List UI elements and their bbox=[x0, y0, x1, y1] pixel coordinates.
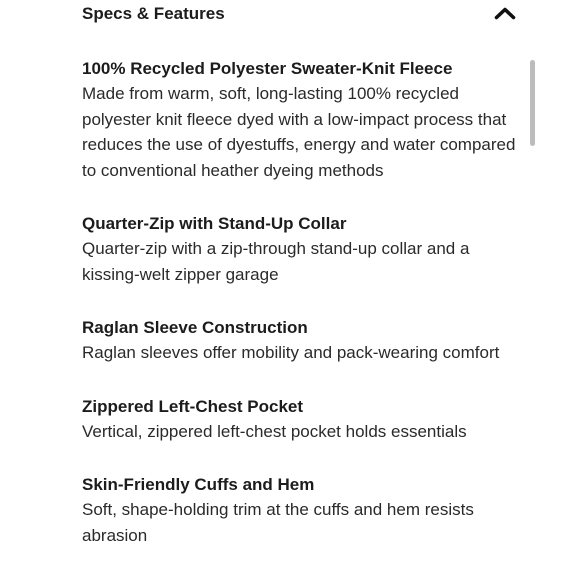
feature-title: 100% Recycled Polyester Sweater-Knit Fleece bbox=[82, 59, 453, 78]
feature-item bbox=[82, 394, 522, 445]
feature-item bbox=[82, 211, 522, 287]
feature-item bbox=[82, 315, 522, 366]
accordion-title: Specs & Features bbox=[82, 4, 225, 23]
feature-item bbox=[82, 56, 522, 183]
feature-title: Raglan Sleeve Construction bbox=[82, 318, 308, 337]
specs-features-accordion-header[interactable] bbox=[0, 0, 540, 30]
feature-description: Soft, shape-holding trim at the cuffs and hem resists abrasion bbox=[82, 500, 474, 545]
feature-description: Vertical, zippered left-chest pocket holds essentials bbox=[82, 421, 467, 441]
scrollbar-thumb[interactable] bbox=[530, 60, 535, 146]
feature-title: Zippered Left-Chest Pocket bbox=[82, 396, 304, 416]
feature-title: Skin-Friendly Cuffs and Hem bbox=[82, 475, 315, 494]
features-list bbox=[82, 56, 522, 548]
feature-description: Quarter-zip with a zip-through stand-up collar and a kissing-welt zipper garage bbox=[82, 239, 470, 284]
feature-item bbox=[82, 472, 522, 548]
feature-description: Made from warm, soft, long-lasting 100% recycled polyester knit fleece dyed with a low-impact process that reduces the use of dyestuffs, energy and water compared to conventional heather dyeing methods bbox=[82, 84, 516, 180]
scrollbar[interactable] bbox=[530, 60, 536, 146]
feature-title: Quarter-Zip with Stand-Up Collar bbox=[82, 214, 347, 233]
feature-description: Raglan sleeves offer mobility and pack-wearing comfort bbox=[82, 343, 500, 362]
chevron-up-icon[interactable] bbox=[494, 6, 516, 20]
